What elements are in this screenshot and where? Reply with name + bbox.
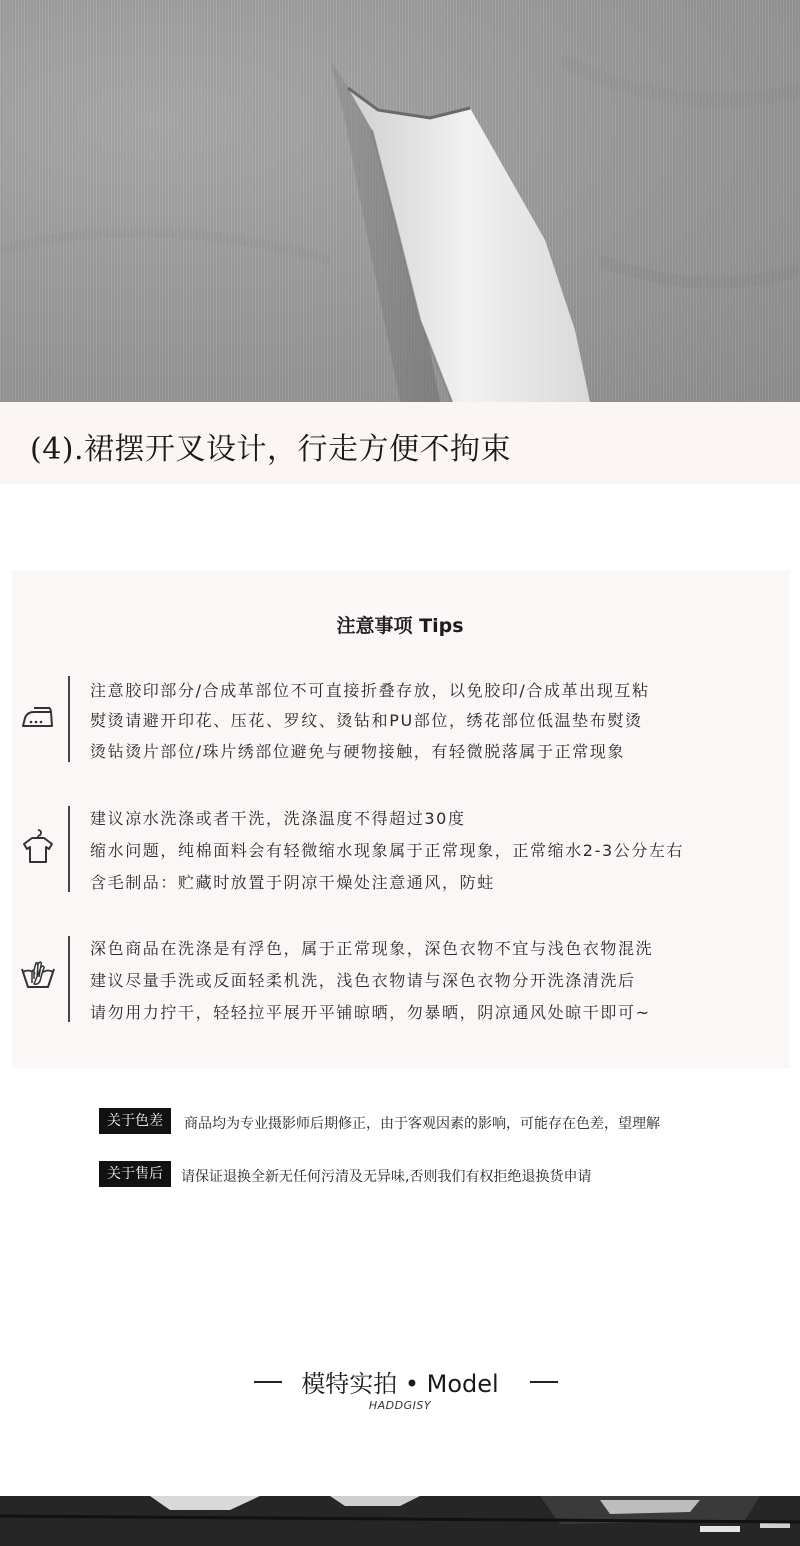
color-difference-note: 商品均为专业摄影师后期修正，由于客观因素的影响，可能存在色差，望理解 xyxy=(184,1116,660,1132)
tip-line: 熨烫请避开印花、压花、罗纹、烫钻和PU部位，绣花部位低温垫布熨烫 xyxy=(90,711,643,730)
tip-divider xyxy=(68,676,70,762)
tip-divider xyxy=(68,936,70,1022)
after-sales-badge: 关于售后 xyxy=(99,1161,171,1187)
color-difference-badge: 关于色差 xyxy=(99,1108,171,1134)
model-title-dash-right xyxy=(530,1381,558,1383)
model-photo-top xyxy=(0,1496,800,1546)
hand-wash-icon xyxy=(18,955,58,995)
shirt-hanger-icon xyxy=(18,826,58,866)
fabric-slit-illustration xyxy=(0,0,800,402)
tip-line: 缩水问题，纯棉面料会有轻微缩水现象属于正常现象，正常缩水2-3公分左右 xyxy=(90,841,685,860)
tip-line: 深色商品在洗涤是有浮色，属于正常现象，深色衣物不宜与浅色衣物混洗 xyxy=(90,939,654,958)
ceiling-illustration xyxy=(0,1496,800,1546)
fabric-slit-photo xyxy=(0,0,800,402)
tip-line: 建议尽量手洗或反面轻柔机洗，浅色衣物请与深色衣物分开洗涤清洗后 xyxy=(90,971,636,990)
after-sales-note: 请保证退换全新无任何污清及无异味,否则我们有权拒绝退换货申请 xyxy=(181,1169,592,1185)
iron-icon xyxy=(18,698,58,738)
tip-line: 含毛制品：贮藏时放置于阴凉干燥处注意通风，防蛀 xyxy=(90,873,495,892)
tip-line: 烫钻烫片部位/珠片绣部位避免与硬物接触，有轻微脱落属于正常现象 xyxy=(90,742,625,761)
tip-line: 请勿用力拧干，轻轻拉平展开平铺晾晒，勿暴晒，阴凉通风处晾干即可~ xyxy=(90,1003,651,1022)
brand-subtitle: HADDGISY xyxy=(368,1399,432,1412)
tip-divider xyxy=(68,806,70,892)
feature-caption: (4).裙摆开叉设计，行走方便不拘束 xyxy=(30,432,512,467)
tip-line: 建议凉水洗涤或者干洗，洗涤温度不得超过30度 xyxy=(90,809,466,828)
tip-line: 注意胶印部分/合成革部位不可直接折叠存放，以免胶印/合成革出现互粘 xyxy=(90,681,650,700)
tips-title: 注意事项 Tips xyxy=(336,615,464,637)
model-section-title: 模特实拍 • Model xyxy=(301,1370,499,1398)
